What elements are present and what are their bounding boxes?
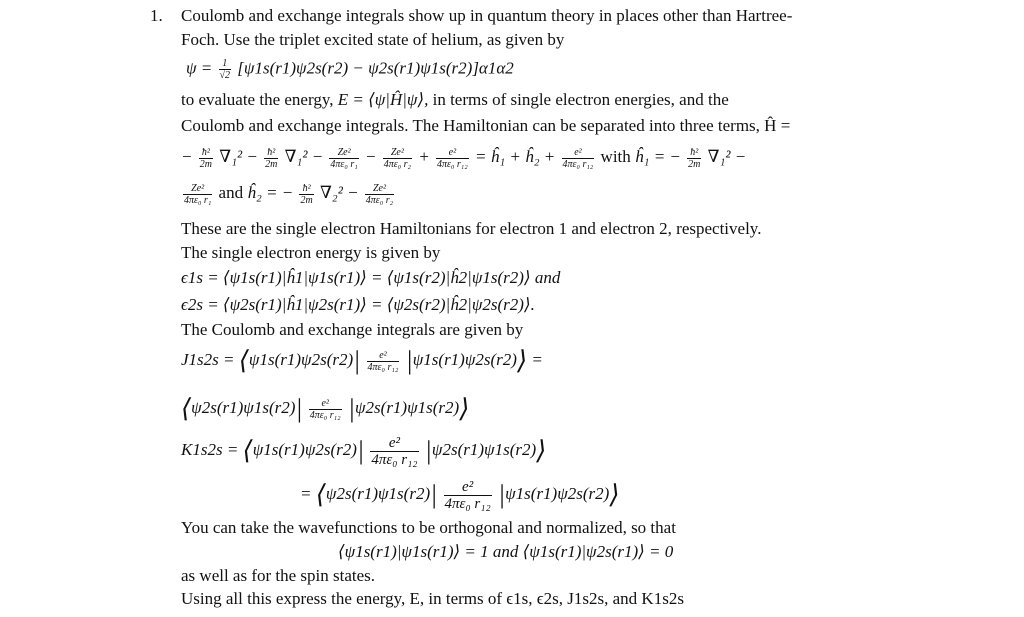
- minus-sign: −: [181, 147, 193, 166]
- bar: |: [347, 394, 355, 424]
- with-word: with: [600, 147, 631, 166]
- J2-bra: ψ2s(r1)ψ1s(r2): [191, 398, 296, 417]
- frac-den: 4πε₀ r₁: [184, 194, 212, 206]
- bar: |: [295, 394, 303, 424]
- psi-def-frac-num: 1: [219, 58, 232, 70]
- left-angle: ⟨: [242, 436, 253, 466]
- hbar-over-2m-3: [687, 147, 701, 170]
- coulomb-integral-line-2: [181, 391, 469, 426]
- exchange-integral-line-2: [300, 477, 620, 512]
- K-lhs: K1s2s =: [181, 440, 239, 459]
- nabla-term-4: ∇₂² −: [319, 183, 359, 202]
- paragraph-7-line: Using all this express the energy, E, in terms of ϵ1s, ϵ2s, J1s2s, and K1s2s: [181, 589, 684, 608]
- hamiltonian-line-1: [181, 142, 746, 172]
- ze2-frac-3: [183, 183, 212, 206]
- frac-den: 4πε₀ r₂: [383, 158, 411, 170]
- h-sum: = ĥ₁ + ĥ₂ +: [475, 147, 556, 166]
- paragraph-3-line-2: The single electron energy is given by: [181, 243, 441, 262]
- frac-den: 2m: [688, 158, 701, 170]
- e2-frac-1: [436, 147, 469, 170]
- frac-den: 2m: [265, 158, 278, 170]
- frac-den: 4πε₀ r₁₂: [309, 409, 341, 421]
- K2-ket: ψ1s(r1)ψ2s(r2): [505, 484, 610, 503]
- p2-text-a: to evaluate the energy,: [181, 90, 338, 109]
- coulomb-integral-line-1: [181, 343, 543, 378]
- paragraph-3-line-1: These are the single electron Hamiltonians for electron 1 and electron 2, respectively.: [181, 219, 762, 238]
- paragraph-2-line-2: Coulomb and exchange integrals. The Hamiltonian can be separated into three terms, Ĥ =: [181, 116, 791, 135]
- J2-operator-frac: [309, 398, 342, 421]
- K-operator-frac: [370, 435, 418, 468]
- orthonormality-condition: ⟨ψ1s(r1)|ψ1s(r1)⟩ = 1 and ⟨ψ1s(r1)|ψ2s(r1)⟩ = 0: [338, 542, 674, 561]
- frac-den: 2m: [199, 158, 212, 170]
- frac-den: 4πε₀ r₁₂: [436, 158, 468, 170]
- h2-definition: ĥ₂ = −: [247, 183, 294, 202]
- frac-den: 4πε₀ r₁₂: [444, 495, 491, 512]
- frac-den: 4πε₀ r₂: [365, 194, 394, 206]
- left-angle: ⟨: [181, 394, 192, 424]
- nabla-term-2: ∇₁² −: [284, 147, 324, 166]
- bar: |: [430, 480, 438, 510]
- frac-num: e²: [309, 398, 342, 410]
- ze2-frac-1: [329, 147, 358, 170]
- paragraph-6-line: as well as for the spin states.: [181, 566, 376, 585]
- right-angle: ⟩: [459, 394, 470, 424]
- epsilon-1s-definition: ϵ1s = ⟨ψ1s(r1)|ĥ1|ψ1s(r1)⟩ = ⟨ψ1s(r2)|ĥ2|ψ1s(r2)⟩ and: [181, 268, 561, 287]
- frac-den: 4πε₀ r₁₂: [562, 158, 594, 170]
- frac-num: Ze²: [383, 147, 412, 159]
- paragraph-5-line: You can take the wavefunctions to be orthogonal and normalized, so that: [181, 518, 676, 537]
- hbar-over-2m-1: [199, 147, 213, 170]
- left-angle: ⟨: [238, 346, 249, 376]
- bar: |: [405, 346, 413, 376]
- paragraph-1-line-1: Coulomb and exchange integrals show up in quantum theory in places other than Hartree-: [181, 6, 793, 25]
- exchange-integral-line-1: [181, 433, 546, 468]
- J2-ket: ψ2s(r1)ψ1s(r2): [354, 398, 460, 417]
- frac-den: 4πε₀ r₁₂: [371, 451, 418, 468]
- frac-num: e²: [370, 435, 418, 452]
- bar: |: [424, 436, 432, 466]
- frac-num: e²: [444, 479, 492, 496]
- right-angle: ⟩: [609, 480, 620, 510]
- paragraph-2-line-1: [181, 90, 729, 110]
- psi-def-frac-den: √2: [219, 70, 231, 81]
- hbar-over-2m-2: [264, 147, 278, 170]
- frac-num: Ze²: [329, 147, 358, 159]
- energy-expression: E = ⟨ψ|Ĥ|ψ⟩,: [337, 90, 429, 109]
- frac-den: 4πε₀ r₁: [330, 158, 358, 170]
- frac-num: Ze²: [365, 183, 394, 195]
- frac-num: e²: [436, 147, 469, 159]
- frac-den: 2m: [300, 194, 313, 206]
- bar: |: [356, 436, 365, 466]
- frac-num: Ze²: [183, 183, 212, 195]
- left-angle: ⟨: [315, 480, 326, 510]
- frac-num: ħ²: [299, 183, 313, 195]
- frac-num: ħ²: [687, 147, 701, 159]
- bar: |: [353, 346, 361, 376]
- right-angle: ⟩: [536, 436, 547, 466]
- h1-definition: ĥ₁ = −: [635, 147, 681, 166]
- right-angle: ⟩: [516, 346, 528, 376]
- frac-num: e²: [367, 350, 400, 362]
- hbar-over-2m-4: [299, 183, 313, 206]
- K2-operator-frac: [444, 479, 492, 512]
- item-number: 1.: [150, 6, 163, 25]
- minus-sign: −: [364, 147, 377, 166]
- frac-den: 4πε₀ r₁₂: [367, 361, 399, 373]
- psi-def-rhs: [ψ1s(r1)ψ2s(r2) − ψ2s(r1)ψ1s(r2)]α1α2: [237, 58, 514, 78]
- bar: |: [497, 480, 506, 510]
- paragraph-1-line-2: Foch. Use the triplet excited state of helium, as given by: [181, 30, 565, 49]
- J-ket: ψ1s(r1)ψ2s(r2): [412, 350, 517, 369]
- equals-sign: =: [300, 484, 312, 503]
- frac-num: ħ²: [199, 147, 213, 159]
- J-operator-frac: [367, 350, 400, 373]
- psi-def-lhs: ψ =: [186, 58, 213, 78]
- K-ket: ψ2s(r1)ψ1s(r2): [431, 440, 537, 459]
- and-word: and: [218, 183, 244, 202]
- epsilon-2s-definition: ϵ2s = ⟨ψ2s(r1)|ĥ1|ψ2s(r1)⟩ = ⟨ψ2s(r2)|ĥ2|ψ2s(r2)⟩.: [181, 295, 535, 314]
- frac-num: ħ²: [264, 147, 278, 159]
- psi-def-fraction: [219, 58, 232, 81]
- hamiltonian-line-2: [181, 178, 396, 208]
- ze2-frac-2: [383, 147, 412, 170]
- nabla-term-3: ∇₁² −: [707, 147, 747, 166]
- plus-sign: +: [418, 147, 430, 166]
- nabla-term-1: ∇₁² −: [219, 147, 258, 166]
- e2-frac-2: [562, 147, 595, 170]
- K-bra: ψ1s(r1)ψ2s(r2): [252, 440, 357, 459]
- p2-text-b: in terms of single electron energies, and the: [428, 90, 729, 109]
- ze2-frac-4: [365, 183, 394, 206]
- equals-sign: =: [531, 350, 543, 369]
- psi-definition: [186, 58, 514, 81]
- K2-bra: ψ2s(r1)ψ1s(r2): [325, 484, 431, 503]
- frac-num: e²: [562, 147, 595, 159]
- J-bra: ψ1s(r1)ψ2s(r2): [248, 350, 354, 369]
- paragraph-4-line: The Coulomb and exchange integrals are given by: [181, 320, 524, 339]
- J-lhs: J1s2s =: [181, 350, 235, 369]
